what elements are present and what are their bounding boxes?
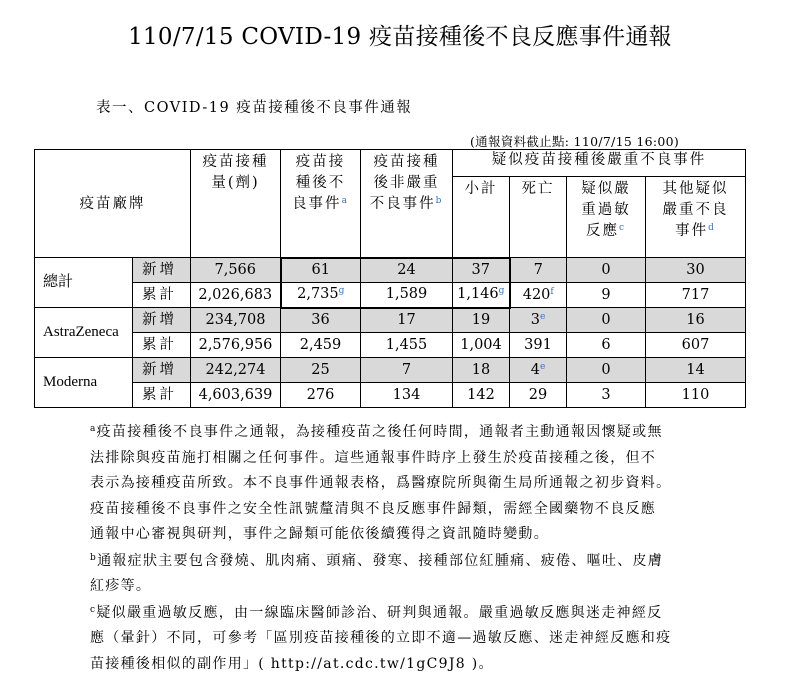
row-label-new: 新增 — [133, 258, 191, 283]
cell-nonserious: 1,589 — [361, 283, 453, 308]
brand-total: 總計 — [35, 258, 133, 308]
footnote-c: $^c$疑似嚴重過敏反應，由一線臨床醫師診治、研判與通報。嚴重過敏反應與迷走神經反 — [90, 604, 663, 621]
cell-subtotal: 1,146$^g$ — [453, 283, 510, 308]
cell-subtotal: 142 — [453, 383, 510, 408]
cell-subtotal: 37 — [453, 258, 510, 283]
cell-other: 14 — [646, 358, 746, 383]
cell-anaphylaxis: 0 — [567, 258, 646, 283]
table-row — [35, 258, 746, 283]
cell-adverse: 36 — [281, 308, 361, 333]
table-row — [35, 333, 746, 358]
table-row — [35, 358, 746, 383]
cell-nonserious: 17 — [361, 308, 453, 333]
cell-nonserious: 7 — [361, 358, 453, 383]
table-caption: 表一、COVID-19 疫苗接種後不良事件通報 — [96, 100, 413, 116]
cell-anaphylaxis: 0 — [567, 358, 646, 383]
cell-nonserious: 134 — [361, 383, 453, 408]
header-anaphylaxis: 疑似嚴 重過敏 反應$^c$ — [567, 177, 646, 258]
cell-anaphylaxis: 9 — [567, 283, 646, 308]
cell-adverse: 276 — [281, 383, 361, 408]
header-nonserious: 疫苗接種 後非嚴重 不良事件$^b$ — [361, 150, 453, 258]
header-death: 死亡 — [510, 177, 567, 258]
header-subtotal: 小計 — [453, 177, 510, 258]
row-label-cumulative: 累計 — [133, 283, 191, 308]
data-cutoff-note: (通報資料截止點: 110/7/15 16:00) — [470, 134, 680, 149]
adverse-events-table — [34, 149, 746, 408]
header-brand: 疫苗廠牌 — [35, 150, 191, 258]
cell-anaphylaxis: 6 — [567, 333, 646, 358]
cell-subtotal: 1,004 — [453, 333, 510, 358]
row-label-cumulative: 累計 — [133, 383, 191, 408]
cell-anaphylaxis: 0 — [567, 308, 646, 333]
table-row — [35, 308, 746, 333]
cell-death: 391 — [510, 333, 567, 358]
cell-death: 420$^f$ — [510, 283, 567, 308]
cell-adverse: 25 — [281, 358, 361, 383]
cell-death: 7 — [510, 258, 567, 283]
cell-adverse: 2,735$^g$ — [281, 283, 361, 308]
header-adverse-events: 疫苗接 種後不 良事件$^a$ — [281, 150, 361, 258]
cell-doses: 242,274 — [191, 358, 281, 383]
header-serious-group: 疑似疫苗接種後嚴重不良事件 — [453, 150, 746, 177]
cell-death: 4e — [510, 358, 567, 383]
cell-other: 110 — [646, 383, 746, 408]
cell-subtotal: 18 — [453, 358, 510, 383]
cell-other: 717 — [646, 283, 746, 308]
cell-doses: 2,576,956 — [191, 333, 281, 358]
page-title: 110/7/15 COVID-19 疫苗接種後不良反應事件通報 — [128, 24, 672, 50]
footnotes: $^a$疫苗接種後不良事件之通報，為接種疫苗之後任何時間，通報者主動通報因懷疑或無 法排除與疫苗施打相關之任何事件。這些通報事件時序上發生於疫苗接種之後，但不 表示為接種疫苗所致。本不良事件通報表格，爲醫療院所與衛生局所通報之初步資料。 疫苗接種後不良事件之安全性訊號釐清與不良反應事件歸類，需經全國藥物不良反應 通報中心審視與研判，事件之歸類可能依後續獲得之資訊隨時變動。 $^b$通報症狀主要包含發燒、肌肉痛、頭痛、發寒、接種部位紅腫痛、疲倦、嘔吐、皮膚 紅疹等。 $^c$疑似嚴重過敏反應，由一線臨床醫師診治、研判與通報。嚴重過敏反應與迷走神經反 應（暈針）不同，可參考「區別疫苗接種後的立即不適—過敏反應、迷走神經反應和疫 苗接種後相似的副作用」( http://at.cdc.tw/1gC9J8 )。 — [90, 420, 750, 677]
header-doses: 疫苗接種 量(劑) — [191, 150, 281, 258]
footnote-a: $^a$疫苗接種後不良事件之通報，為接種疫苗之後任何時間，通報者主動通報因懷疑或無 — [90, 424, 663, 440]
cell-doses: 4,603,639 — [191, 383, 281, 408]
table-row — [35, 283, 746, 308]
cell-nonserious: 24 — [361, 258, 453, 283]
footnote-b: $^b$通報症狀主要包含發燒、肌肉痛、頭痛、發寒、接種部位紅腫痛、疲倦、嘔吐、皮膚 — [90, 552, 664, 569]
row-label-new: 新增 — [133, 358, 191, 383]
cell-doses: 7,566 — [191, 258, 281, 283]
cell-death: 29 — [510, 383, 567, 408]
cell-subtotal: 19 — [453, 308, 510, 333]
cell-adverse: 61 — [281, 258, 361, 283]
row-label-new: 新增 — [133, 308, 191, 333]
cell-other: 607 — [646, 333, 746, 358]
brand-astrazeneca: AstraZeneca — [35, 308, 133, 358]
cell-adverse: 2,459 — [281, 333, 361, 358]
cell-doses: 234,708 — [191, 308, 281, 333]
header-other-serious: 其他疑似 嚴重不良 事件$^d$ — [646, 177, 746, 258]
cell-doses: 2,026,683 — [191, 283, 281, 308]
brand-moderna: Moderna — [35, 358, 133, 408]
cell-death: 3e — [510, 308, 567, 333]
cell-anaphylaxis: 3 — [567, 383, 646, 408]
table-row — [35, 383, 746, 408]
row-label-cumulative: 累計 — [133, 333, 191, 358]
cell-other: 16 — [646, 308, 746, 333]
cell-other: 30 — [646, 258, 746, 283]
cell-nonserious: 1,455 — [361, 333, 453, 358]
